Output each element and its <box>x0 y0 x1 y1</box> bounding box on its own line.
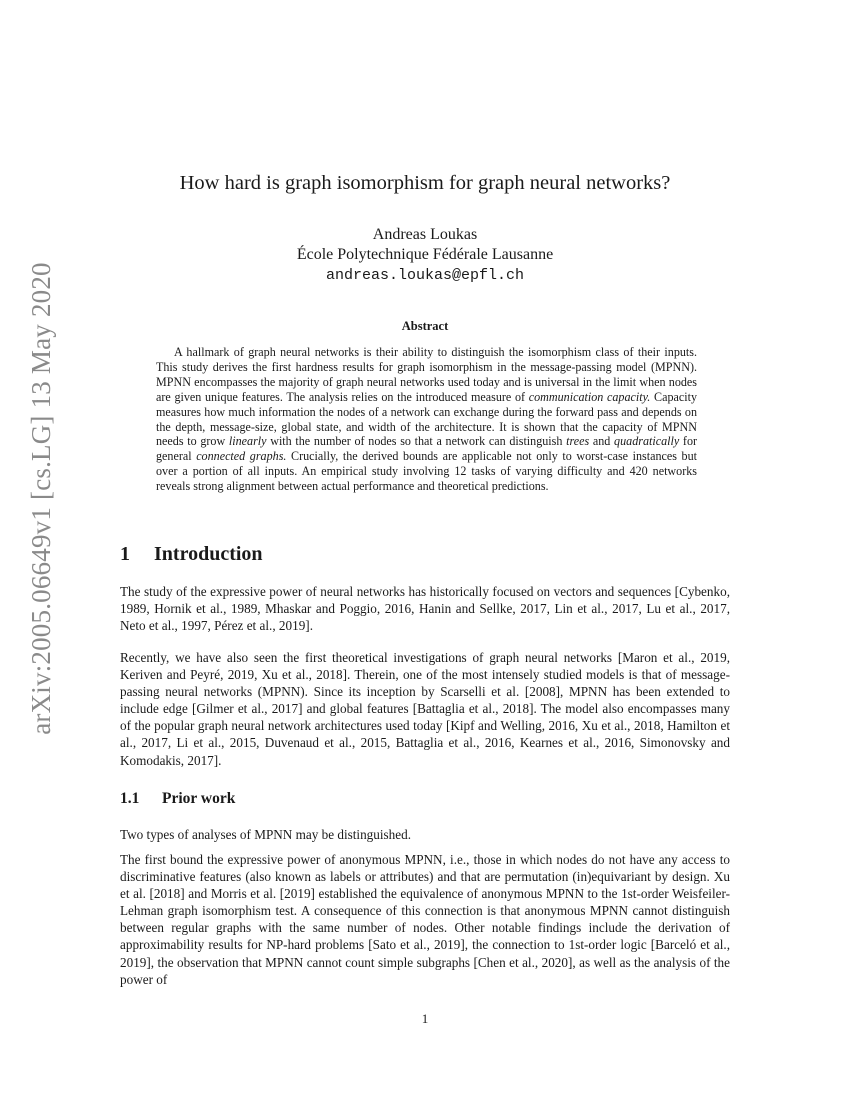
section-heading-introduction <box>120 543 263 566</box>
section-title: Introduction <box>154 543 263 565</box>
author-name: Andreas Loukas <box>372 226 478 243</box>
arxiv-identifier: arXiv:2005.06649v1 [cs.LG] 13 May 2020 <box>25 261 56 735</box>
author-affiliation: École Polytechnique Fédérale Lausanne <box>296 246 554 263</box>
paper-title: How hard is graph isomorphism for graph neural networks? <box>179 172 671 194</box>
prior-work-paragraph-2: The first bound the expressive power of anonymous MPNN, i.e., those in which nodes do not have any access to discriminative features (also known as labels or attributes) and that are permutation (in)equivariant by design. Xu et al. [2018] and Morris et al. [2019] established the equivalence of anonymous MPNN to the 1st-order Weisfeiler-Lehman graph isomorphism test. A consequence of this connection is that anonymous MPNN cannot distinguish between regular graphs with the same number of nodes. Other notable findings include the derivation of approximability results for NP-hard problems [Sato et al., 2019], the connection to 1st-order logic [Barceló et al., 2019], the observation that MPNN cannot count simple subgraphs [Chen et al., 2020], as well as the analysis of the power of <box>120 852 730 987</box>
author-email: andreas.loukas@epfl.ch <box>325 267 525 284</box>
prior-work-paragraph-1: Two types of analyses of MPNN may be distinguished. <box>120 827 411 842</box>
arxiv-identifier-margin <box>15 261 67 735</box>
section-number: 1 <box>120 543 130 565</box>
intro-paragraph-1: The study of the expressive power of neural networks has historically focused on vectors and sequences [Cybenko, 1989, Hornik et al., 1989, Mhaskar and Poggio, 2016, Hanin and Sellke, 2017, Lin et al., 2017, Lu et al., 2017, Neto et al., 1997, Pérez et al., 2019]. <box>120 584 730 634</box>
abstract-heading: Abstract <box>401 319 449 333</box>
abstract-text: A hallmark of graph neural networks is their ability to distinguish the isomorphism class of their inputs. This study derives the first hardness results for graph isomorphism in the message-passing model (MPNN). MPNN encompasses the majority of graph neural networks used today and is universal in the limit when nodes are given unique features. The analysis relies on the introduced measure of communication capacity. Capacity measures how much information the nodes of a network can exchange during the forward pass and depends on the depth, message-size, global state, and width of the architecture. It is shown that the capacity of MPNN needs to grow linearly with the number of nodes so that a network can distinguish trees and quadratically for general connected graphs. Crucially, the derived bounds are applicable not only to worst-case instances but over a portion of all inputs. An empirical study involving 12 tasks of varying difficulty and 420 networks reveals strong alignment between actual performance and theoretical predictions. <box>156 345 698 494</box>
subsection-number: 1.1 <box>120 790 140 807</box>
intro-paragraph-2: Recently, we have also seen the first theoretical investigations of graph neural networks [Maron et al., 2019, Keriven and Peyré, 2019, Xu et al., 2018]. Therein, one of the most intensely studied models is that of message-passing neural networks (MPNN). Since its inception by Scarselli et al. [2008], MPNN has been extended to include edge [Gilmer et al., 2017] and global features [Battaglia et al., 2018]. The model also encompasses many of the popular graph neural network architectures used today [Kipf and Welling, 2016, Xu et al., 2018, Hamilton et al., 2017, Li et al., 2015, Duvenaud et al., 2015, Battaglia et al., 2016, Kearnes et al., 2016, Simonovsky and Komodakis, 2017]. <box>120 650 730 768</box>
subsection-heading-prior-work <box>120 790 235 808</box>
page-number: 1 <box>421 1011 429 1026</box>
subsection-title: Prior work <box>162 790 236 807</box>
